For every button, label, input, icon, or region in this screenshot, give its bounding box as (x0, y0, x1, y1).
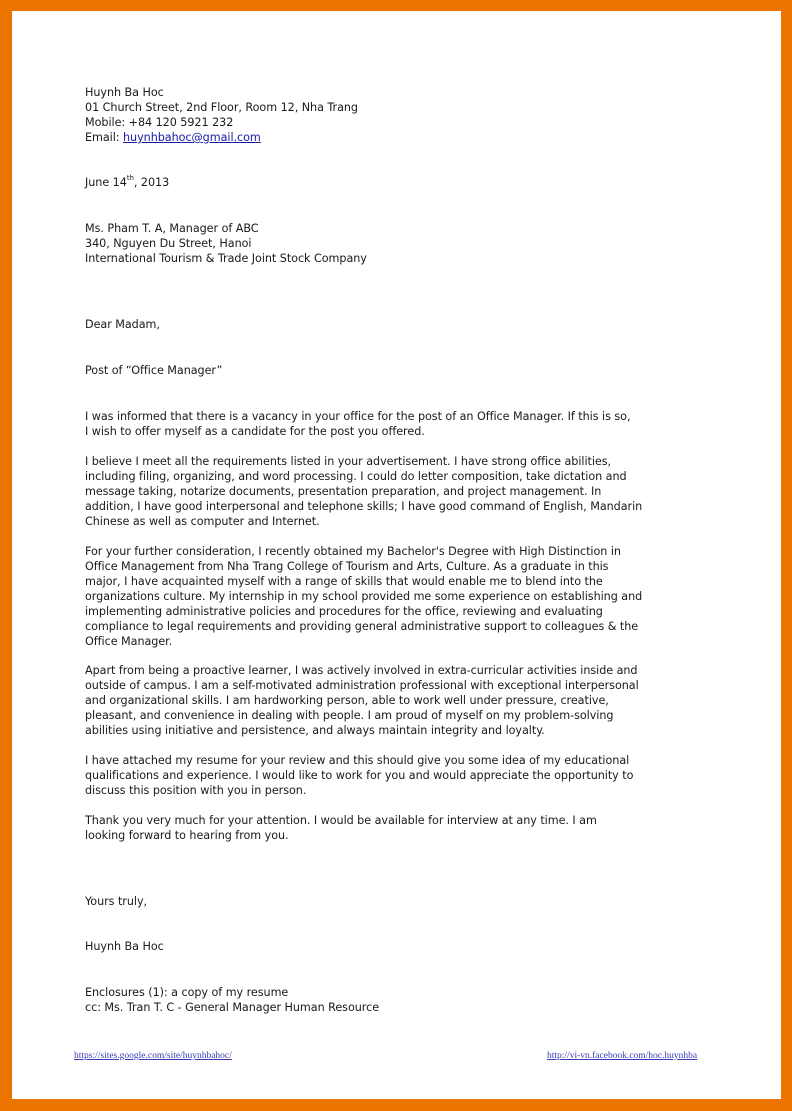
paragraph-line: Office Management from Nha Trang College of Tourism and Arts, Culture. As a graduate in this (85, 560, 609, 573)
body-paragraph-5 (85, 753, 633, 798)
recipient-line-2: 340, Nguyen Du Street, Hanoi (85, 237, 252, 250)
paragraph-line: Office Manager. (85, 635, 173, 648)
paragraph-line: outside of campus. I am a self-motivated administration professional with exceptional interpersonal (85, 679, 639, 692)
email-label: Email: (85, 131, 124, 144)
body-paragraph-3 (85, 544, 642, 649)
paragraph-line: I believe I meet all the requirements listed in your advertisement. I have strong office abilities, (85, 455, 612, 468)
paragraph-line: For your further consideration, I recently obtained my Bachelor's Degree with High Distinction in (85, 545, 621, 558)
paragraph-line: Apart from being a proactive learner, I was actively involved in extra-curricular activities inside and (85, 664, 638, 677)
body-paragraph-1 (85, 409, 630, 439)
paragraph-line: I wish to offer myself as a candidate for the post you offered. (85, 425, 425, 438)
paragraph-line: including filing, organizing, and word processing. I could do letter composition, take dictation and (85, 470, 627, 483)
signature-name: Huynh Ba Hoc (85, 940, 164, 953)
body-paragraph-4 (85, 663, 639, 738)
salutation: Dear Madam, (85, 318, 160, 331)
paragraph-line: I have attached my resume for your review and this should give you some idea of my educational (85, 754, 630, 767)
recipient-line-1: Ms. Pham T. A, Manager of ABC (85, 222, 259, 235)
body-paragraph-2 (85, 454, 642, 529)
paragraph-line: and organizational skills. I am hardworking person, able to work well under pressure, creative, (85, 694, 609, 707)
paragraph-line: compliance to legal requirements and providing general administrative support to colleagues & the (85, 620, 639, 633)
paragraph-line: discuss this position with you in person. (85, 784, 307, 797)
subject-line: Post of “Office Manager” (85, 364, 223, 377)
enclosures: Enclosures (1): a copy of my resume (85, 986, 289, 999)
sender-mobile: Mobile: +84 120 5921 232 (85, 116, 234, 129)
sender-name: Huynh Ba Hoc (85, 86, 164, 99)
date-prefix: June 14 (85, 176, 127, 189)
paragraph-line: pleasant, and convenience in dealing with people. I am proud of myself on my problem-solving (85, 709, 614, 722)
paragraph-line: looking forward to hearing from you. (85, 829, 289, 842)
paragraph-line: Thank you very much for your attention. I would be available for interview at any time. I am (85, 814, 597, 827)
paragraph-line: qualifications and experience. I would like to work for you and would appreciate the opportunity to (85, 769, 634, 782)
paragraph-line: abilities using initiative and persistence, and always maintain integrity and loyalty. (85, 724, 545, 737)
sender-email-line (85, 130, 261, 145)
footer-website-link[interactable]: https://sites.google.com/site/huynhbahoc/ (74, 1051, 232, 1061)
paragraph-line: major, I have acquainted myself with a range of skills that would enable me to blend into the (85, 575, 603, 588)
date-suffix: , 2013 (133, 176, 170, 189)
recipient-line-3: International Tourism & Trade Joint Stock Company (85, 252, 367, 265)
paragraph-line: Chinese as well as computer and Internet. (85, 515, 320, 528)
date-superscript: th (126, 174, 134, 182)
email-link[interactable]: huynhbahoc@gmail.com (123, 131, 261, 144)
letter-page (12, 11, 781, 1099)
paragraph-line: addition, I have good interpersonal and telephone skills; I have good command of English, Mandarin (85, 500, 643, 513)
sender-address: 01 Church Street, 2nd Floor, Room 12, Nha Trang (85, 101, 358, 114)
closing: Yours truly, (85, 895, 148, 908)
paragraph-line: implementing administrative policies and procedures for the office, reviewing and evaluating (85, 605, 603, 618)
letter-date (85, 175, 169, 190)
paragraph-line: message taking, notarize documents, presentation preparation, and project management. In (85, 485, 602, 498)
cc-line: cc: Ms. Tran T. C - General Manager Human Resource (85, 1001, 380, 1014)
footer-facebook-link[interactable]: http://vi-vn.facebook.com/hoc.huynhba (547, 1051, 698, 1061)
body-paragraph-6 (85, 813, 597, 843)
paragraph-line: I was informed that there is a vacancy in your office for the post of an Office Manager. If this is so, (85, 410, 631, 423)
paragraph-line: organizations culture. My internship in my school provided me some experience on establishing and (85, 590, 643, 603)
